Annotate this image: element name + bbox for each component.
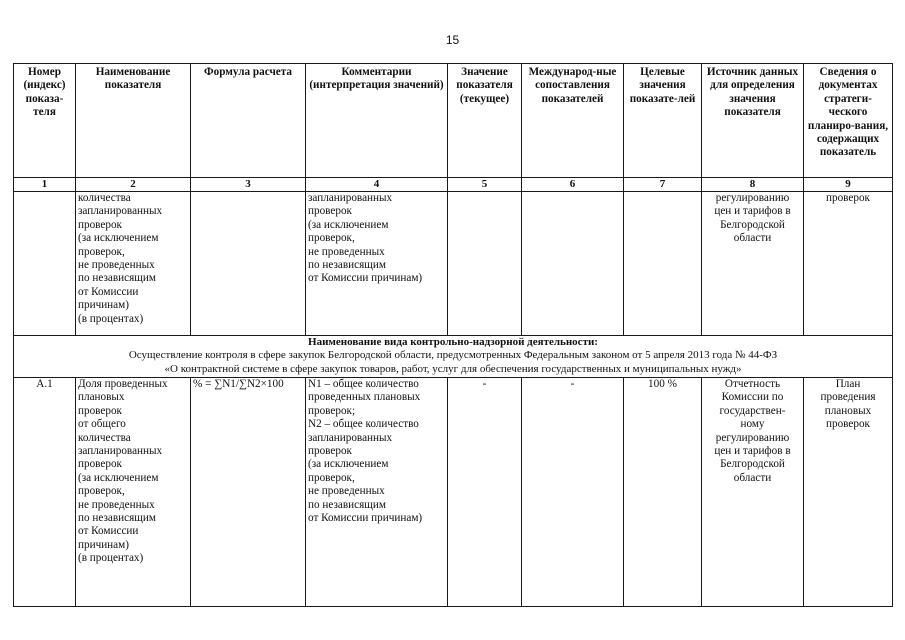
section-row: [14, 336, 893, 378]
column-number: 7: [624, 178, 702, 192]
page-number: 15: [445, 33, 460, 47]
cont-comment-cell: запланированных проверок (за исключением проверок, не проведенных по независящим от Комиссии причинам): [306, 192, 448, 336]
indicator-current-value: -: [448, 378, 522, 607]
column-number: 3: [191, 178, 306, 192]
section-title: Наименование вида контрольно-надзорной деятельности:: [308, 336, 598, 348]
header-index: Номер (индекс) показа-теля: [14, 64, 76, 178]
indicator-international: -: [522, 378, 624, 607]
column-number: 8: [702, 178, 804, 192]
section-cell: [14, 336, 893, 378]
indicator-comment: N1 – общее количество проведенных плановых проверок; N2 – общее количество запланированных проверок (за исключением проверок, не проведенных по независящим от Комиссии причинам): [306, 378, 448, 607]
column-number: 1: [14, 178, 76, 192]
indicator-strategic-doc: План проведения плановых проверок: [804, 378, 893, 607]
section-line-2: «О контрактной системе в сфере закупок товаров, работ, услуг для обеспечения государственных и муниципальных нужд»: [164, 362, 742, 375]
indicators-table: [13, 63, 893, 607]
column-number: 6: [522, 178, 624, 192]
header-source: Источник данных для определения значения показателя: [702, 64, 804, 178]
indicator-formula: % = ∑N1/∑N2×100: [191, 378, 306, 607]
continuation-row: [14, 192, 893, 336]
section-line-1: Осуществление контроля в сфере закупок Белгородской области, предусмотренных Федеральным законом от 5 апреля 2013 года № 44-ФЗ: [128, 349, 778, 362]
cont-target-cell: [624, 192, 702, 336]
header-target: Целевые значения показате-лей: [624, 64, 702, 178]
cont-international-cell: [522, 192, 624, 336]
column-number: 2: [76, 178, 191, 192]
cont-formula-cell: [191, 192, 306, 336]
cont-current-cell: [448, 192, 522, 336]
indicator-index: А.1: [14, 378, 76, 607]
header-row: [14, 64, 893, 178]
header-strategic-docs: Сведения о документах стратеги-ческого планиро-вания, содержащих показатель: [804, 64, 893, 178]
header-international: Международ-ные сопоставления показателей: [522, 64, 624, 178]
table-row: [14, 378, 893, 607]
indicator-target: 100 %: [624, 378, 702, 607]
header-comments: Комментарии (интерпретация значений): [306, 64, 448, 178]
cont-index-cell: [14, 192, 76, 336]
column-number: 5: [448, 178, 522, 192]
header-current-value: Значение показателя (текущее): [448, 64, 522, 178]
header-formula: Формула расчета: [191, 64, 306, 178]
cont-name-cell: количества запланированных проверок (за исключением проверок, не проведенных по независящим от Комиссии причинам) (в процентах): [76, 192, 191, 336]
cont-source-cell: регулированию цен и тарифов в Белгородской области: [702, 192, 804, 336]
indicator-source: Отчетность Комиссии по государствен- ному регулированию цен и тарифов в Белгородской области: [702, 378, 804, 607]
indicator-name: Доля проведенных плановых проверок от общего количества запланированных проверок (за исключением проверок, не проведенных по независящим от Комиссии причинам) (в процентах): [76, 378, 191, 607]
column-numbers-row: [14, 178, 893, 192]
header-name: Наименование показателя: [76, 64, 191, 178]
column-number: 9: [804, 178, 893, 192]
cont-strategic-cell: проверок: [804, 192, 893, 336]
column-number: 4: [306, 178, 448, 192]
